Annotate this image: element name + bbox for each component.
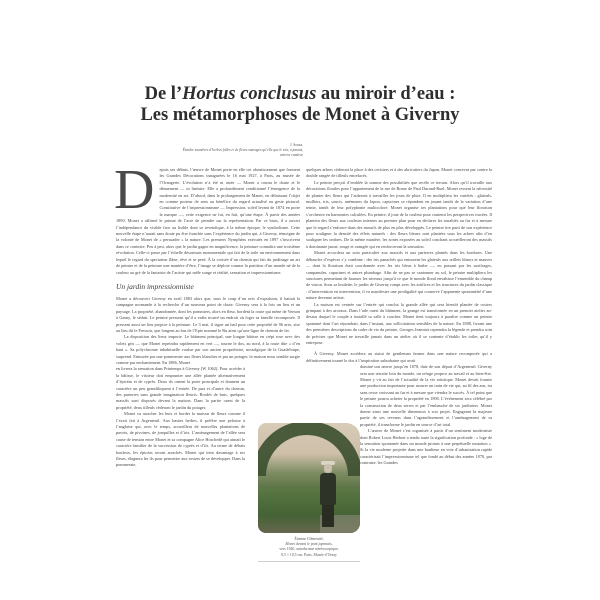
paragraph: Monet va arracher les buis et border la maison de fleurs comme il l’avait fait à Argenteuil. Aux hautes herbes, il préfère une pelouse à l’anglaise qui, avec le temps, accueillera de nouvelles plantations de pavots, de pivoines, de jonquilles et d’iris. L’aménagement de l’allée sera cause de tension entre Monet et sa compagne Alice Hoschedé qui aimait le caractère familier de la succession de cyprès et d’ifs. Au terme de débats houleux, les épicéas seront arrachés. Monet qui tient davantage à ses fleurs, élaguera les ifs pour permettre aux rosiers de se développer. Dans la pommeraie, — [116, 411, 245, 468]
caption-divider — [258, 561, 360, 562]
epigraph-author: J. Souza, — [290, 143, 303, 147]
paragraph: quelques arbres cèderont la place à des cerisiers et à des abricotiers du Japon. Monet concevra par contre la double rangée de tilleuls entrelacés. — [306, 167, 492, 179]
paragraph: dominé son œuvre jusqu’en 1878, date de son départ d’Argenteuil. Giverny sera une retraite loin du monde, un refuge propice au travail et au bien-être. Monet y vit au fait de l’actualité de la vie artistique. Monet devait fournir une production importante pour assurer un train de vie qui, au fil des ans, ira sans cesse croissant au fur et à mesure que viendra le succès. À tel point que le peintre pourra acheter la propriété en 1890. L’événement sera célébré par la construction de deux serres et par l’embauche de six jardiniers. Monet donne ainsi une nouvelle dimension à son projet. Engageant la majeure partie de ses revenus dans l’agrandissement et l’aménagement de sa propriété, il transforme le jardin en source d’art total. — [360, 364, 492, 427]
epigraph-text: Étendre saunières d’herbes folles et de fleurs sauvages qu’elle que le soir, à jamais, entrera candeur — [182, 148, 303, 157]
caption-title: Monet devant le pont japonais, — [285, 542, 333, 547]
paragraph: L’œuvre de Monet s’est organisée à partir d’un sentiment moderniste dont Robert Louis Herbert a rendu toute la signification profonde : « loge de la sensation spontanée dans un monde promis à une perpétuelle mutation ». Si la vie moderne projetée dans une banlieue en voie d’urbanisation rapide caractérisait l’impressionnisme tel que fondé au début des années 1870, par contraste, les Grandes — [360, 428, 492, 466]
paragraph: Le peintre perçoit d’emblée la somme des possibilités que recèle ce terrain. Alors qu’il travaille aux décorations florales pour l’appartement de la rue de Rome de Paul Durand-Ruel, Monet ressent la nécessité de planter des fleurs qui l’aideront à travailler les jours de pluie. Il en multipliera les variétés : glaïeuls, mufliers, iris, soucis, anémones du Japon, capucines se répondent en jouant tantôt de la variation d’une teinte, tantôt de leur polyphonie multicolore. Monet organise ses plantations pour que leur floraison s’orchestre en harmonies calculées. En peintre, il joue de la couleur pour contenir les perspectives tracées. Il plantera des fleurs aux couleurs intenses au premier plan pour en déclarer les tonalités au fur et à mesure que le regard s’enfonce dans des massifs de plus en plus développés. Le peintre tire parti de son expérience pour souligner la densité des effets naturels : des fleurs bleues sont plantées sous les arbres afin d’en souligner les ombres. De la même manière, les zones exposées au soleil couchant accueilleront des massifs à dominante jaune, rouge et orangée qui en renforceront la sensation. — [306, 179, 493, 249]
right-column — [306, 167, 492, 467]
epigraph — [180, 143, 303, 158]
photo-monet-garden — [258, 423, 360, 533]
paragraph: Monet a découvert Giverny en avril 1883 alors que, sous le coup d’un avis d’expulsion, il battait la campagne normande à la recherche d’un nouveau point de chute. Giverny sera à la fois un lieu et un paysage. La propriété, abandonnée, dont les pommiers, alors en fleur, bordent la route qui mène de Vernon à Gasny, le séduit. Le peintre pressent qu’il a enfin trouvé un endroit où loger sa famille recomposée. Il pressent aussi un lieu propice à la peinture. Le 3 mai, il signe un bail pour cette propriété de 96 ares, sise au lieu dit le Pressoir, que longent au bas de l’Epte nommé le Ru ainsi qu’une ligne de chemin de fer. — [116, 295, 300, 333]
title-line1: De l’Hortus conclusus au miroir d’eau : — [144, 84, 456, 105]
dropcap: D — [114, 159, 155, 221]
caption-author: Étienne Clémentel, — [294, 537, 324, 541]
title-italic: Hortus conclusus — [182, 84, 317, 105]
figure-caption — [258, 537, 360, 558]
paragraph: La maison est centrée sur l’entrée qui conclut la grande allée qui sera bientôt plantée de rosiers grimpant à des arceaux. Dans l’aile ouest du bâtiment, la grange est transformée en un premier atelier au-dessus duquel le couple a installé sa salle à coucher. Monet tient toujours à paraître comme un peintre spontané dont l’art répondrait, dans l’instant, aux sollicitations sensibles de la nature. En 1888, livrant une des premières descriptions du cadre de vie du peintre, Georges Jeanniot reprendra la légende et prendra soin de préciser que Monet ne travaille jamais dans un atelier où il se contente d’établir les toiles qu’il y entrepose. — [306, 301, 492, 345]
text-wrap-beside-figure — [116, 366, 245, 469]
paragraph: D epuis ses débuts, l’œuvre de Monet porte en elle cet aboutissement que forment les Grandes Décorations inaugurées le 16 mai 1927, à Paris, au musée de l’Orangerie. L’évolution n’a été ni aisée — Monet a connu le doute et le dénuement — ni linéaire. Elle a profondément conditionné l’émergence de la modernité en art. D’abord, dans le prolongement de Manet, en délaissant l’objet en comme porteur de sens au bénéfice du regard actualisé au geste pictural. Constitutive de l’impressionnisme — Impression, soleil levant de 1874 en porte la marque —, cette exigence ne fut, en fait, qu’une étape. À partir des années 1890, Monet a affirmé le primat de l’acte de peindre sur la représentation. Par ce biais, il a ouvert l’indépendance du visible face au lisible dont se revendique, à la même époque, le symbolisme. Cette nouvelle étape n’aurait sans doute pu être franchie sans l’expérience du jardin qui, à Giverny, témoigne de la volonté de Monet de « persuader » la nature. Les premiers Nymphéas exécutés en 1897 s’inscrivent dans ce contexte. Peu à peu, alors que le jardin gagne en magnificence, la peinture connaîtra une troisième révolution. Celle-ci passe par l’échelle désormais monumentale qui fait de la toile un environnement dans lequel le regard du spectateur flâne, rêve et se perd. À la croisée d’un chemin qui fait du jardinage un art de peintre et de la peinture une manière d’être, l’image se déploie comme la partition d’un monde né de la couleur au gré de la fantaisie de l’artiste qui mêle songe et réalité, sensation et impressionnisme. — [114, 159, 300, 275]
title-line2: Les métamorphoses de Monet à Giverny — [140, 105, 460, 126]
caption-date: vers 1920, autochrome stéréoscopique, — [279, 547, 339, 552]
caption-details: 8,5 × 10,5 cm, Paris, Musée d’Orsay — [281, 552, 337, 557]
paragraph: La disposition des lieux importe. Le bâtiment principal, une longue bâtisse en crépi rose avec des volets gris — que Monet repeindra rapidement en vert —, tourne le dos, au nord, à la route dite « d’en haut ». Sa polychromie inhabituelle voulue par son ancien propriétaire, nostalgique de la Guadeloupe, surprend. Entourée par une pommeraie aux fleurs blanches et par un potager, la maison nous semble surgie comme par enchantement. En 1886, Monet — [116, 334, 300, 365]
article-title — [100, 84, 500, 126]
monet-figure — [318, 461, 338, 529]
paragraph: Monet accordera un soin particulier aux massifs et aux parterres plantés dans les bordures. Une débauche d’espèces s’y combine : des iris panachés qui entourent les glaïeuls aux œillets blancs et mauves — dont la floraison était coordonnée avec les iris bleus à barbe —, en passant par les saxifrages, campanules, capucines et autres plumbago. Afin de ne pas se cantonner au sol, le peintre multipliera les structures permettant de hausser les niveaux jusqu’à ce que le monde floral envahisse l’ensemble du champ de vision. Sous sa houlette, le jardin de Giverny rompt avec les artifices et les structures du jardin classique : d’intervention en intervention, il va manifester une prodigalité qui conserve l’apparente spontanéité d’une nature devenue artiste. — [306, 250, 492, 301]
section-heading: Un jardin impressionniste — [116, 281, 194, 291]
text-wrap-beside-figure — [360, 364, 492, 467]
paragraph: en livrera la sensation dans Printemps à Giverny (W 1062). Pour accéder à la bâtisse, le visiteur doit emprunter une allée plantée alternativement d’épicéas et de cyprès. Deux ifs ornent la porte principale et donnent un caractère un peu grandiloquent à l’entrée. De part et d’autre du chemin, des parterres sans grande imagination fleuris. Bordés de buis, quelques massifs sont disposés devant la maison. Dans la partie ouest de la propriété, deux tilleuls cèderont le jardin du potager. — [116, 366, 245, 410]
figure — [258, 423, 360, 562]
rose-arch — [258, 423, 360, 476]
paragraph: À Giverny, Monet accèdera au statut de gentleman farmer dans une nature recomposée qui a définitivement tourné le dos à l’inspiration suburbaine qui avait — [306, 351, 492, 363]
